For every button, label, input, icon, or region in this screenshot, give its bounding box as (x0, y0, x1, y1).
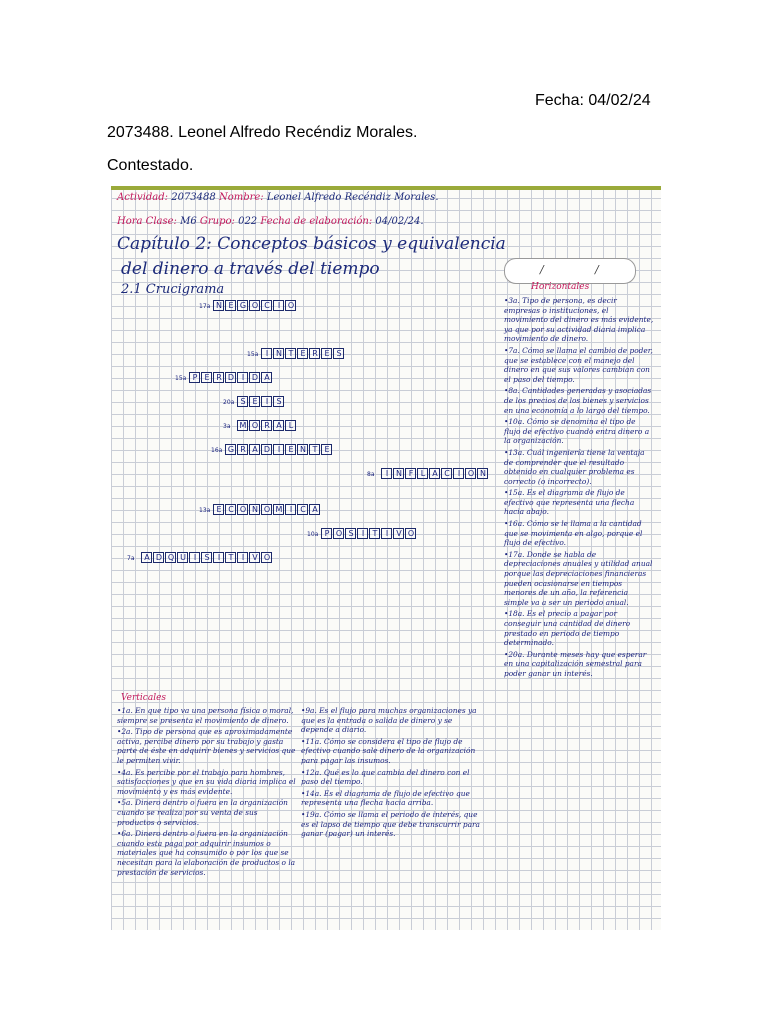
class-hour-value: M6 (180, 216, 197, 227)
crossword-clue-number: 3a (223, 423, 231, 430)
crossword-letter: C (228, 505, 234, 514)
crossword-letter: L (288, 421, 294, 430)
crossword-letter: N (396, 469, 402, 478)
crossword-letter: C (264, 301, 270, 310)
crossword-clue-number: 7a (127, 555, 135, 562)
crossword-letter: S (348, 529, 354, 538)
status-line: Contestado. (107, 157, 194, 174)
crossword-letter: T (288, 349, 294, 358)
verticales-clues-left (117, 706, 297, 879)
clue-item: •3a. Tipo de persona, es decir empresas o instituciones, el movimiento del dinero es más evidente, ya que por su actividad diaria implica movimiento de dinero. (504, 296, 654, 344)
crossword-letter: S (240, 397, 246, 406)
crossword-letter: I (265, 397, 269, 406)
crossword-letter: D (227, 373, 235, 382)
crossword-letter: I (217, 553, 221, 562)
crossword-letter: I (265, 349, 269, 358)
crossword-clue-number: 8a (367, 471, 375, 478)
crossword-letter: D (251, 373, 259, 382)
clue-item: •15a. Es el diagrama de flujo de efectivo que representa una flecha hacia abajo. (504, 488, 635, 517)
crossword-letter: O (239, 505, 247, 514)
section-subtitle: 2.1 Crucigrama (121, 282, 225, 297)
clue-item: •10a. Cómo se denomina el tipo de flujo de efectivo cuando entra dinero a la organización. (504, 417, 650, 446)
crossword-letter: I (361, 529, 365, 538)
crossword-letter: V (396, 529, 402, 538)
crossword-letter: Q (167, 553, 175, 562)
crossword-letter: L (420, 469, 426, 478)
crossword-letter: D (155, 553, 163, 562)
clue-item: •17a. Donde se habla de depreciaciones anuales y utilidad anual porque las depreciaciones financieras pueden ocasionarse en tiempos menores de un año, la referencia simple va a ser un periodo anual. (504, 549, 653, 607)
clue-item: •14a. Es el diagrama de flujo de efectivo que representa una flecha hacia arriba. (301, 788, 470, 808)
crossword-letter: A (264, 373, 270, 382)
clue-item: •4a. Es percibe por el trabajo para hombres, satisfacciones y que en su vida diaria implica el movimiento y es más evidente. (117, 767, 296, 796)
crossword-letter: I (457, 469, 461, 478)
clue-item: •20a. Durante meses hay que esperar en una capitalización semestral para poder ganar un interés. (504, 649, 647, 678)
crossword-letter: G (239, 301, 247, 310)
elaboration-date-value: 04/02/24. (375, 216, 424, 227)
crossword-clue-number: 16a (211, 447, 223, 454)
crossword-clue-number: 15a (175, 375, 187, 382)
class-hour-label: Hora Clase: (117, 216, 177, 227)
crossword-clue-number: 10a (307, 531, 319, 538)
verticales-clues-right (301, 706, 481, 841)
author-line: 2073488. Leonel Alfredo Recéndiz Morales. (107, 124, 418, 141)
elaboration-date-label: Fecha de elaboración: (260, 216, 373, 227)
crossword-letter: T (372, 529, 378, 538)
verticales-heading: Verticales (121, 693, 167, 703)
clue-item: •6a. Dinero dentro o fuera en la organización cuando esta paga por adquirir insumos o materiales que ha consumido o por los que se necesitan para la elaboración de productos o la prestación de servicios. (117, 829, 296, 877)
crossword-letter: R (264, 421, 270, 430)
crossword-letter: R (240, 445, 246, 454)
clue-item: •5a. Dinero dentro o fuera en la organización cuando se realiza por su venta de sus productos o servicios. (117, 798, 288, 827)
crossword-letter: I (385, 469, 389, 478)
crossword-letter: T (228, 553, 234, 562)
clue-item: •11a. Cómo se considera el tipo de flujo de efectivo cuando sale dinero de la organización para pagar las insumos. (301, 736, 476, 765)
crossword-letter: E (204, 373, 210, 382)
crossword-letter: O (467, 469, 475, 478)
crossword-letter: O (263, 553, 271, 562)
crossword-letter: S (204, 553, 210, 562)
crossword-clue-number: 17a (199, 303, 211, 310)
crossword-letter: S (336, 349, 342, 358)
clue-item: •9a. Es el flujo para muchas organizaciones ya que es la entrada o salida de dinero y se depende a diario. (301, 706, 477, 735)
crossword-clue-number: 13a (199, 507, 211, 514)
date-slash-2: / (595, 263, 599, 276)
horizontales-clues (504, 296, 654, 681)
date-slash-1: / (540, 263, 544, 276)
clue-item: •12a. Qué es lo que cambia del dinero con el paso del tiempo. (301, 767, 470, 787)
crossword-letter: O (335, 529, 343, 538)
crossword-letter: F (408, 469, 414, 478)
crossword-letter: I (289, 505, 293, 514)
crossword-letter: E (324, 349, 330, 358)
crossword-clue-number: 20a (223, 399, 235, 406)
clue-item: •8a. Cantidades generadas y asociadas de los precios de los bienes y servicios en una economía a lo largo del tiempo. (504, 386, 652, 415)
crossword-letter: A (144, 553, 150, 562)
crossword-letter: N (300, 445, 306, 454)
crossword-letter: M (239, 421, 247, 430)
crossword-letter: N (216, 301, 222, 310)
date-line: Fecha: 04/02/24 (535, 92, 651, 109)
crossword-letter: C (300, 505, 306, 514)
crossword-letter: A (252, 445, 258, 454)
crossword-letter: N (480, 469, 486, 478)
crossword-letter: O (251, 421, 259, 430)
crossword-letter: M (275, 505, 283, 514)
clue-item: •7a. Cómo se llama el cambio de poder, que se establece con el manejo del dinero en que sus valores cambian con el paso del tiempo. (504, 345, 653, 384)
crossword-letter: I (277, 301, 281, 310)
crossword-clue-number: 15a (247, 351, 259, 358)
chapter-title-line1: Capítulo 2: Conceptos básicos y equivalencia (117, 234, 506, 254)
group-label: Grupo: (199, 216, 235, 227)
crossword-letter: O (407, 529, 415, 538)
crossword-letter: A (276, 421, 282, 430)
scanned-worksheet (111, 186, 661, 930)
clue-item: •16a. Cómo se le llama a la cantidad que se movimenta en algo, porque el flujo de efectivo. (504, 519, 643, 548)
crossword-letter: I (241, 373, 245, 382)
crossword-letter: O (251, 301, 259, 310)
crossword-letter: T (312, 445, 318, 454)
name-value: Leonel Alfredo Recéndiz Morales. (266, 192, 439, 203)
crossword-letter: N (252, 505, 258, 514)
group-value: 022 (238, 216, 258, 227)
crossword-letter: N (276, 349, 282, 358)
crossword-letter: A (312, 505, 318, 514)
crossword-letter: V (252, 553, 258, 562)
crossword-letter: O (263, 505, 271, 514)
crossword-letter: E (216, 505, 222, 514)
crossword-letter: I (241, 553, 245, 562)
activity-value: 2073488 (171, 192, 216, 203)
activity-label: Actividad: (117, 192, 169, 203)
crossword-letter: I (385, 529, 389, 538)
crossword-letter: C (444, 469, 450, 478)
crossword-letter: E (252, 397, 258, 406)
crossword-letter: A (432, 469, 438, 478)
crossword-letter: S (276, 397, 282, 406)
crossword-letter: D (263, 445, 271, 454)
clue-item: •19a. Cómo se llama el periodo de interés, que es el lapso de tiempo que debe transcurrir para ganar (pagar) un interés. (301, 809, 480, 839)
crossword-letter: E (288, 445, 294, 454)
crossword-letter: I (193, 553, 197, 562)
crossword-letter: R (216, 373, 222, 382)
crossword-letter: I (277, 445, 281, 454)
horizontales-heading: Horizontales (531, 282, 590, 292)
crossword-letter: E (228, 301, 234, 310)
crossword-letter: G (227, 445, 235, 454)
crossword-letter: R (312, 349, 318, 358)
crossword-letter: P (192, 373, 198, 382)
name-label: Nombre: (218, 192, 264, 203)
clue-item: •13a. Cuál ingeniería tiene la ventaja de comprender que el resultado obtenido en cualquier problema es correcto (o incorrecto). (504, 447, 645, 486)
crossword-letter: E (300, 349, 306, 358)
crossword-letter: U (180, 553, 186, 562)
crossword-letter: E (324, 445, 330, 454)
crossword-letter: O (287, 301, 295, 310)
chapter-title-line2: del dinero a través del tiempo (121, 259, 380, 279)
clue-item: •18a. Es el precio a pagar por conseguir una cantidad de dinero prestado en periodo de tiempo determinado. (504, 609, 631, 648)
clue-item: •2a. Tipo de persona que es aproximadamente activa, percibe dinero por su trabajo y gasta parte de éste en adquirir bienes y servicios que le permiten vivir. (117, 727, 296, 765)
clue-item: •1a. En que tipo va una persona física o moral, siempre se presenta el movimiento de dinero. (117, 706, 294, 725)
crossword-letter: P (324, 529, 330, 538)
